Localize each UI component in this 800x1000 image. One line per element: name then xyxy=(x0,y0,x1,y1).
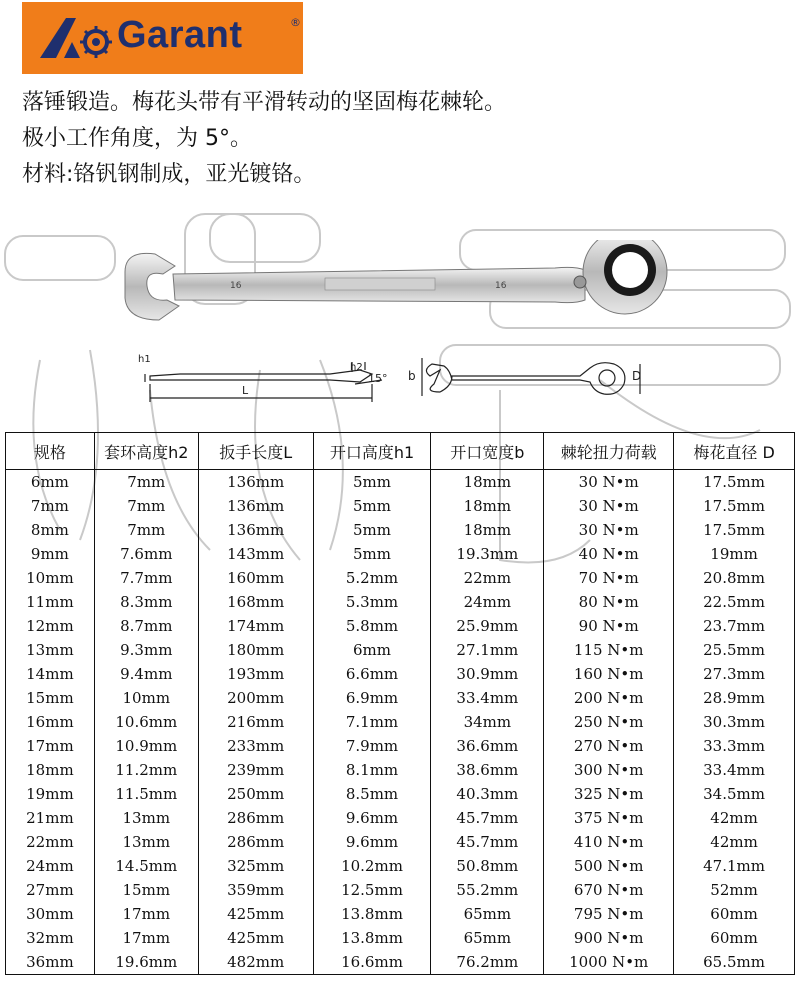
cell-diameter: 52mm xyxy=(674,878,795,902)
cell-h1: 5.2mm xyxy=(313,566,431,590)
table-row xyxy=(6,614,795,638)
cell-torque: 160 N•m xyxy=(544,662,674,686)
cell-h2: 7mm xyxy=(94,470,198,495)
cell-length: 216mm xyxy=(198,710,313,734)
cell-h2: 15mm xyxy=(94,878,198,902)
cell-h2: 11.2mm xyxy=(94,758,198,782)
cell-diameter: 60mm xyxy=(674,902,795,926)
label-D: D xyxy=(632,369,642,383)
cell-h1: 8.1mm xyxy=(313,758,431,782)
cell-h2: 10mm xyxy=(94,686,198,710)
cell-h1: 12.5mm xyxy=(313,878,431,902)
cell-h2: 9.3mm xyxy=(94,638,198,662)
wrench-image xyxy=(115,240,695,340)
cell-h1: 9.6mm xyxy=(313,830,431,854)
cell-diameter: 65.5mm xyxy=(674,950,795,975)
cell-h1: 5mm xyxy=(313,518,431,542)
cell-width-b: 65mm xyxy=(431,902,544,926)
size-mark-left: 16 xyxy=(230,281,242,291)
header-h2: 套环高度h2 xyxy=(94,433,198,470)
table-row xyxy=(6,638,795,662)
cell-width-b: 50.8mm xyxy=(431,854,544,878)
label-h2: h2 xyxy=(350,362,363,373)
cell-size: 12mm xyxy=(6,614,95,638)
cell-width-b: 24mm xyxy=(431,590,544,614)
cell-torque: 375 N•m xyxy=(544,806,674,830)
cell-width-b: 33.4mm xyxy=(431,686,544,710)
table-row xyxy=(6,470,795,495)
cell-width-b: 45.7mm xyxy=(431,830,544,854)
cell-h2: 7mm xyxy=(94,518,198,542)
cell-torque: 250 N•m xyxy=(544,710,674,734)
cell-size: 10mm xyxy=(6,566,95,590)
table-row xyxy=(6,662,795,686)
cell-length: 136mm xyxy=(198,518,313,542)
cell-length: 425mm xyxy=(198,902,313,926)
table-row xyxy=(6,734,795,758)
cell-torque: 40 N•m xyxy=(544,542,674,566)
description-line-3: 材料:铬钒钢制成，亚光镀铬。 xyxy=(22,162,316,187)
cell-h2: 13mm xyxy=(94,830,198,854)
cell-length: 160mm xyxy=(198,566,313,590)
cell-h2: 10.6mm xyxy=(94,710,198,734)
cell-size: 17mm xyxy=(6,734,95,758)
logo-mark-icon xyxy=(36,12,116,64)
cell-torque: 70 N•m xyxy=(544,566,674,590)
table-row xyxy=(6,686,795,710)
cell-torque: 115 N•m xyxy=(544,638,674,662)
cell-width-b: 19.3mm xyxy=(431,542,544,566)
cell-length: 233mm xyxy=(198,734,313,758)
table-row xyxy=(6,926,795,950)
table-row xyxy=(6,806,795,830)
table-row xyxy=(6,710,795,734)
cell-diameter: 34.5mm xyxy=(674,782,795,806)
cell-h1: 5.3mm xyxy=(313,590,431,614)
cell-length: 239mm xyxy=(198,758,313,782)
cell-h1: 7.9mm xyxy=(313,734,431,758)
label-angle: 15° xyxy=(368,372,388,385)
cell-h2: 9.4mm xyxy=(94,662,198,686)
header-diameter: 梅花直径 D xyxy=(674,433,795,470)
cell-length: 180mm xyxy=(198,638,313,662)
cell-length: 250mm xyxy=(198,782,313,806)
cell-size: 8mm xyxy=(6,518,95,542)
cell-diameter: 25.5mm xyxy=(674,638,795,662)
cell-h1: 13.8mm xyxy=(313,902,431,926)
cell-width-b: 18mm xyxy=(431,518,544,542)
cell-h2: 8.7mm xyxy=(94,614,198,638)
cell-diameter: 42mm xyxy=(674,830,795,854)
table-header-row xyxy=(6,433,795,470)
cell-diameter: 60mm xyxy=(674,926,795,950)
table-row xyxy=(6,566,795,590)
garant-logo xyxy=(22,2,303,74)
cell-h1: 5mm xyxy=(313,470,431,495)
cell-diameter: 17.5mm xyxy=(674,494,795,518)
cell-size: 9mm xyxy=(6,542,95,566)
cell-diameter: 33.3mm xyxy=(674,734,795,758)
cell-length: 482mm xyxy=(198,950,313,975)
cell-torque: 670 N•m xyxy=(544,878,674,902)
cell-size: 13mm xyxy=(6,638,95,662)
cell-torque: 30 N•m xyxy=(544,494,674,518)
table-row xyxy=(6,590,795,614)
cell-diameter: 19mm xyxy=(674,542,795,566)
cell-h2: 13mm xyxy=(94,806,198,830)
cell-h1: 8.5mm xyxy=(313,782,431,806)
cell-h1: 6.9mm xyxy=(313,686,431,710)
cell-size: 21mm xyxy=(6,806,95,830)
table-row xyxy=(6,782,795,806)
brand-name: Garant xyxy=(117,14,243,56)
label-h1: h1 xyxy=(138,354,151,365)
cell-diameter: 27.3mm xyxy=(674,662,795,686)
cell-h2: 7.6mm xyxy=(94,542,198,566)
cell-h1: 13.8mm xyxy=(313,926,431,950)
cell-width-b: 76.2mm xyxy=(431,950,544,975)
table-row xyxy=(6,950,795,975)
spec-table xyxy=(5,432,795,975)
cell-diameter: 17.5mm xyxy=(674,470,795,495)
cell-diameter: 42mm xyxy=(674,806,795,830)
cell-length: 286mm xyxy=(198,830,313,854)
cell-size: 30mm xyxy=(6,902,95,926)
cell-length: 168mm xyxy=(198,590,313,614)
cell-torque: 325 N•m xyxy=(544,782,674,806)
cell-diameter: 20.8mm xyxy=(674,566,795,590)
cell-diameter: 33.4mm xyxy=(674,758,795,782)
cell-torque: 270 N•m xyxy=(544,734,674,758)
cell-h1: 6.6mm xyxy=(313,662,431,686)
cell-size: 14mm xyxy=(6,662,95,686)
description-line-2: 极小工作角度，为 5°。 xyxy=(22,126,252,151)
table-body xyxy=(6,470,795,975)
header-length: 扳手长度L xyxy=(198,433,313,470)
table-row xyxy=(6,494,795,518)
cell-size: 22mm xyxy=(6,830,95,854)
cell-length: 425mm xyxy=(198,926,313,950)
cell-torque: 1000 N•m xyxy=(544,950,674,975)
cell-width-b: 40.3mm xyxy=(431,782,544,806)
cell-torque: 500 N•m xyxy=(544,854,674,878)
cell-width-b: 38.6mm xyxy=(431,758,544,782)
label-L: L xyxy=(242,384,249,397)
header-torque: 棘轮扭力荷载 xyxy=(544,433,674,470)
table-row xyxy=(6,542,795,566)
table-row xyxy=(6,902,795,926)
cell-diameter: 47.1mm xyxy=(674,854,795,878)
cell-length: 174mm xyxy=(198,614,313,638)
cell-width-b: 22mm xyxy=(431,566,544,590)
cell-size: 18mm xyxy=(6,758,95,782)
cell-length: 359mm xyxy=(198,878,313,902)
cell-torque: 200 N•m xyxy=(544,686,674,710)
cell-h2: 7mm xyxy=(94,494,198,518)
dimension-diagram xyxy=(0,340,800,420)
cell-h1: 5.8mm xyxy=(313,614,431,638)
cell-h1: 6mm xyxy=(313,638,431,662)
cell-torque: 410 N•m xyxy=(544,830,674,854)
cell-size: 36mm xyxy=(6,950,95,975)
cell-h2: 7.7mm xyxy=(94,566,198,590)
cell-h1: 16.6mm xyxy=(313,950,431,975)
cell-size: 6mm xyxy=(6,470,95,495)
header-size: 规格 xyxy=(6,433,95,470)
table-row xyxy=(6,854,795,878)
cell-h1: 10.2mm xyxy=(313,854,431,878)
registered-mark: ® xyxy=(290,16,301,29)
cell-width-b: 65mm xyxy=(431,926,544,950)
cell-torque: 30 N•m xyxy=(544,518,674,542)
cell-torque: 90 N•m xyxy=(544,614,674,638)
cell-size: 24mm xyxy=(6,854,95,878)
cell-h2: 14.5mm xyxy=(94,854,198,878)
cell-size: 7mm xyxy=(6,494,95,518)
table-row xyxy=(6,758,795,782)
cell-width-b: 36.6mm xyxy=(431,734,544,758)
cell-length: 136mm xyxy=(198,494,313,518)
cell-width-b: 30.9mm xyxy=(431,662,544,686)
label-b: b xyxy=(408,369,416,383)
cell-width-b: 45.7mm xyxy=(431,806,544,830)
header-width-b: 开口宽度b xyxy=(431,433,544,470)
cell-size: 32mm xyxy=(6,926,95,950)
cell-width-b: 34mm xyxy=(431,710,544,734)
cell-size: 16mm xyxy=(6,710,95,734)
cell-torque: 795 N•m xyxy=(544,902,674,926)
cell-torque: 900 N•m xyxy=(544,926,674,950)
description-line-1: 落锤锻造。梅花头带有平滑转动的坚固梅花棘轮。 xyxy=(22,90,507,115)
cell-h1: 5mm xyxy=(313,542,431,566)
cell-length: 200mm xyxy=(198,686,313,710)
cell-torque: 80 N•m xyxy=(544,590,674,614)
cell-length: 325mm xyxy=(198,854,313,878)
cell-h2: 8.3mm xyxy=(94,590,198,614)
cell-width-b: 27.1mm xyxy=(431,638,544,662)
cell-diameter: 30.3mm xyxy=(674,710,795,734)
cell-size: 15mm xyxy=(6,686,95,710)
cell-diameter: 17.5mm xyxy=(674,518,795,542)
cell-h1: 7.1mm xyxy=(313,710,431,734)
cell-diameter: 22.5mm xyxy=(674,590,795,614)
cell-h1: 9.6mm xyxy=(313,806,431,830)
cell-torque: 30 N•m xyxy=(544,470,674,495)
cell-size: 19mm xyxy=(6,782,95,806)
cell-size: 27mm xyxy=(6,878,95,902)
table-row xyxy=(6,830,795,854)
cell-h2: 17mm xyxy=(94,926,198,950)
cell-size: 11mm xyxy=(6,590,95,614)
cell-width-b: 55.2mm xyxy=(431,878,544,902)
size-mark-right: 16 xyxy=(495,281,507,291)
cell-diameter: 23.7mm xyxy=(674,614,795,638)
cell-torque: 300 N•m xyxy=(544,758,674,782)
table-row xyxy=(6,878,795,902)
cell-h2: 10.9mm xyxy=(94,734,198,758)
cell-h2: 11.5mm xyxy=(94,782,198,806)
cell-h1: 5mm xyxy=(313,494,431,518)
cell-length: 286mm xyxy=(198,806,313,830)
cell-h2: 17mm xyxy=(94,902,198,926)
cell-h2: 19.6mm xyxy=(94,950,198,975)
cell-length: 193mm xyxy=(198,662,313,686)
cell-diameter: 28.9mm xyxy=(674,686,795,710)
cell-width-b: 25.9mm xyxy=(431,614,544,638)
cell-length: 136mm xyxy=(198,470,313,495)
table-row xyxy=(6,518,795,542)
cell-length: 143mm xyxy=(198,542,313,566)
cell-width-b: 18mm xyxy=(431,470,544,495)
cell-width-b: 18mm xyxy=(431,494,544,518)
header-h1: 开口高度h1 xyxy=(313,433,431,470)
